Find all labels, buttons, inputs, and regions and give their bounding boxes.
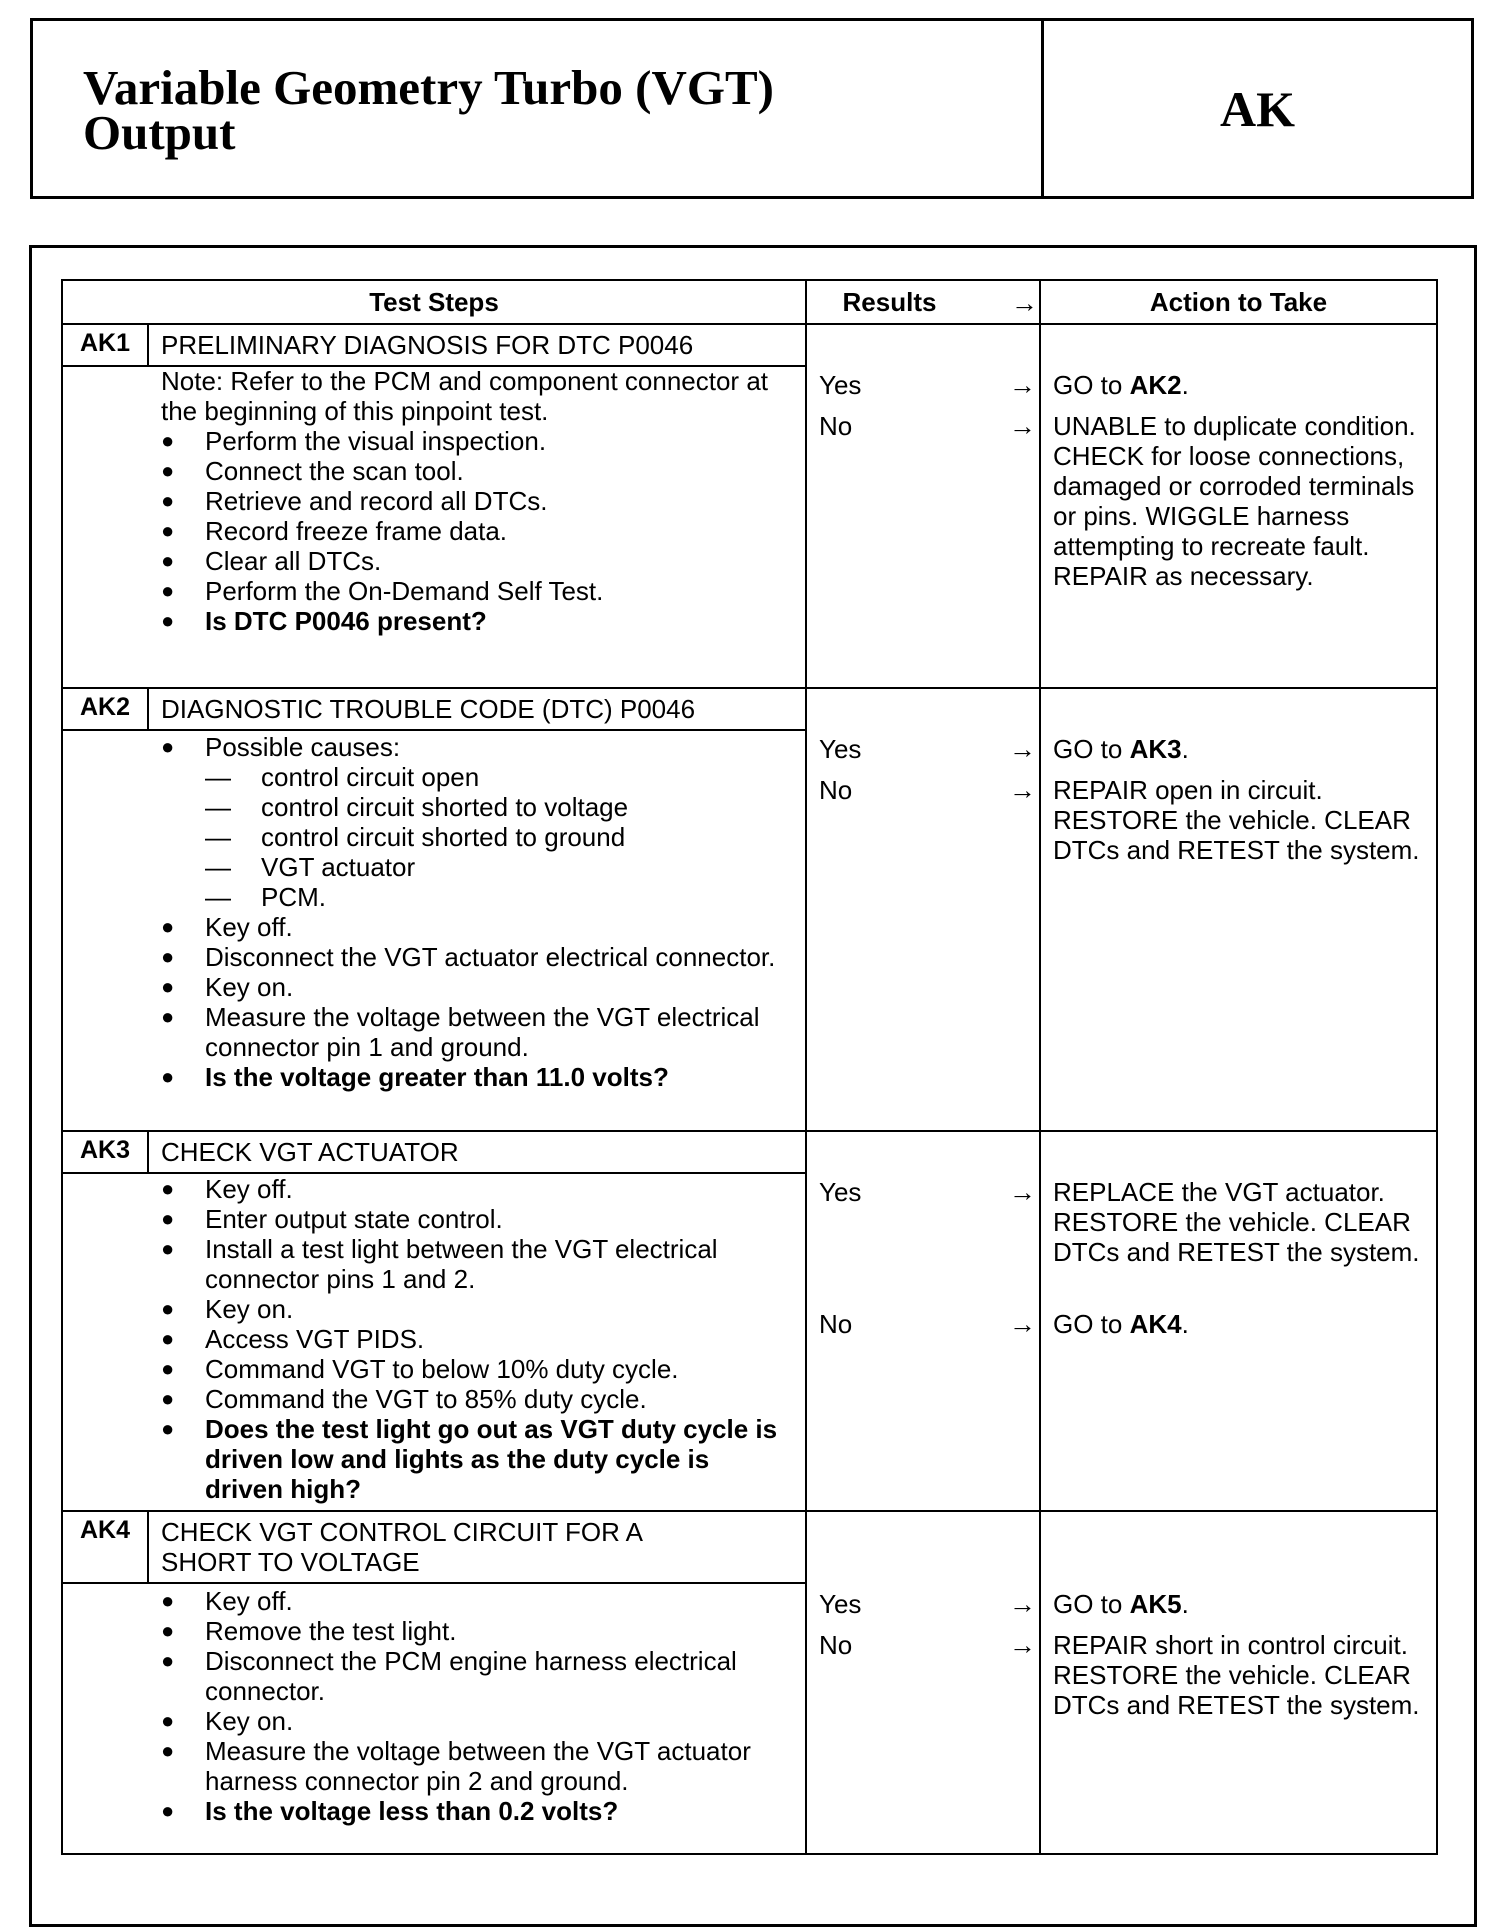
bullet-icon: ●	[161, 1064, 175, 1089]
page-title-line2: Output	[83, 105, 236, 160]
result-no: No	[819, 1630, 853, 1660]
bullet-icon: ●	[161, 1326, 175, 1351]
step-title: CHECK VGT CONTROL CIRCUIT FOR A SHORT TO VOLTAGE	[161, 1517, 644, 1577]
list-item: ● Clear all DTCs.	[161, 546, 382, 576]
bullet-icon: ●	[161, 1176, 175, 1201]
bullet-icon: ●	[161, 974, 175, 999]
page-title	[83, 60, 774, 160]
list-item: ● Command the VGT to 85% duty cycle.	[161, 1384, 647, 1414]
result-arrow: →	[1009, 734, 1036, 764]
bullet-icon: ●	[161, 608, 175, 633]
list-item: ● Measure the voltage between the VGT actuator harness connector pin 2 and ground.	[161, 1736, 751, 1796]
result-arrow: →	[1009, 1589, 1036, 1619]
step-id: AK1	[79, 329, 130, 357]
list-item: ● Disconnect the PCM engine harness electrical connector.	[161, 1646, 737, 1706]
result-yes: Yes	[819, 734, 862, 764]
bullet-icon: ●	[161, 1296, 175, 1321]
bullet-icon: ●	[161, 1588, 175, 1613]
ak4-id-divider	[147, 1510, 149, 1582]
result-arrow: →	[1009, 775, 1036, 805]
list-item: ● Access VGT PIDS.	[161, 1324, 425, 1354]
action-no: REPAIR short in control circuit. RESTORE the vehicle. CLEAR DTCs and RETEST the system.	[1053, 1630, 1420, 1720]
bullet-icon: ●	[161, 578, 175, 603]
ak2-id-divider	[147, 687, 149, 729]
page-title-line1: Variable Geometry Turbo (VGT)	[83, 60, 774, 115]
header-divider	[63, 323, 1436, 325]
section-code: AK	[1220, 80, 1295, 137]
action-yes: GO to AK2.	[1053, 370, 1189, 400]
action-no: GO to AK4.	[1053, 1309, 1189, 1339]
bullet-icon: ●	[161, 1004, 175, 1029]
result-no: No	[819, 411, 853, 441]
column-header-action: Action to Take	[1149, 286, 1328, 317]
action-yes: REPLACE the VGT actuator. RESTORE the vehicle. CLEAR DTCs and RETEST the system.	[1053, 1177, 1420, 1267]
list-item: ● Command VGT to below 10% duty cycle.	[161, 1354, 679, 1384]
action-yes: GO to AK3.	[1053, 734, 1189, 764]
step-question: ● Is the voltage less than 0.2 volts?	[161, 1796, 619, 1826]
result-arrow: →	[1009, 1630, 1036, 1660]
step-body-ak2	[161, 732, 791, 1092]
bullet-icon: ●	[161, 518, 175, 543]
list-item: ● Measure the voltage between the VGT electrical connector pin 1 and ground.	[161, 1002, 760, 1062]
ak1-id-divider	[147, 323, 149, 365]
action-column-line	[1039, 281, 1041, 1853]
row-divider-ak3	[63, 1130, 1436, 1132]
title-block	[30, 18, 1474, 199]
list-item: ● Record freeze frame data.	[161, 516, 508, 546]
list-item: ● Key off.	[161, 1174, 293, 1204]
result-arrow: →	[1009, 1177, 1036, 1207]
bullet-icon: ●	[161, 548, 175, 573]
result-no: No	[819, 1309, 853, 1339]
dash-icon: —	[205, 882, 231, 912]
dash-icon: —	[205, 762, 231, 792]
list-item: ● Perform the On-Demand Self Test.	[161, 576, 604, 606]
result-yes: Yes	[819, 1589, 862, 1619]
step-id: AK2	[79, 693, 130, 721]
list-item: ● Connect the scan tool.	[161, 456, 464, 486]
list-item: ● Key on.	[161, 1706, 294, 1736]
step-question: ● Does the test light go out as VGT duty cycle is driven low and lights as the duty cycle is driven high?	[161, 1414, 778, 1504]
bullet-icon: ●	[161, 1416, 175, 1441]
action-no: REPAIR open in circuit. RESTORE the vehicle. CLEAR DTCs and RETEST the system.	[1053, 775, 1420, 865]
step-title: PRELIMINARY DIAGNOSIS FOR DTC P0046	[161, 330, 694, 360]
step-question: ● Is DTC P0046 present?	[161, 606, 487, 636]
step-body-ak1	[161, 366, 791, 636]
action-no: UNABLE to duplicate condition. CHECK for loose connections, damaged or corroded terminals or pins. WIGGLE harness attempting to recreate fault. REPAIR as necessary.	[1053, 411, 1416, 591]
step-title: CHECK VGT ACTUATOR	[161, 1137, 459, 1167]
pinpoint-test-table	[61, 279, 1438, 1855]
step-title: DIAGNOSTIC TROUBLE CODE (DTC) P0046	[161, 694, 696, 724]
step-id: AK3	[79, 1136, 130, 1164]
dash-icon: —	[205, 852, 231, 882]
list-item: ● Install a test light between the VGT electrical connector pins 1 and 2.	[161, 1234, 718, 1294]
cause-item: — control circuit shorted to ground	[205, 822, 626, 852]
cause-item: — control circuit shorted to voltage	[205, 792, 629, 822]
ak2-title-underline	[63, 729, 805, 731]
list-item: ● Key on.	[161, 972, 294, 1002]
action-yes: GO to AK5.	[1053, 1589, 1189, 1619]
result-arrow: →	[1009, 370, 1036, 400]
list-item: ● Perform the visual inspection.	[161, 426, 547, 456]
bullet-icon: ●	[161, 944, 175, 969]
dash-icon: —	[205, 792, 231, 822]
step-id: AK4	[79, 1516, 130, 1544]
step-question: ● Is the voltage greater than 11.0 volts?	[161, 1062, 669, 1092]
column-header-test-steps: Test Steps	[369, 286, 499, 317]
header-arrow: →	[1011, 288, 1038, 318]
bullet-icon: ●	[161, 1738, 175, 1763]
step-reference: AK3	[1129, 734, 1182, 764]
ak4-title-underline	[63, 1582, 805, 1584]
list-item: ● Retrieve and record all DTCs.	[161, 486, 548, 516]
bullet-icon: ●	[161, 1236, 175, 1261]
bullet-icon: ●	[161, 458, 175, 483]
bullet-icon: ●	[161, 1648, 175, 1673]
bullet-icon: ●	[161, 1708, 175, 1733]
list-item: ● Enter output state control.	[161, 1204, 503, 1234]
bullet-icon: ●	[161, 734, 175, 759]
bullet-icon: ●	[161, 1798, 175, 1823]
result-no: No	[819, 775, 853, 805]
bullet-icon: ●	[161, 1356, 175, 1381]
step-body-ak3	[161, 1174, 791, 1504]
bullet-icon: ●	[161, 1206, 175, 1231]
row-divider-ak2	[63, 687, 1436, 689]
bullet-icon: ●	[161, 914, 175, 939]
result-yes: Yes	[819, 370, 862, 400]
results-column-line	[805, 281, 807, 1853]
cause-item: — PCM.	[205, 882, 326, 912]
row-divider-ak4	[63, 1510, 1436, 1512]
list-item: ● Key off.	[161, 912, 293, 942]
bullet-icon: ●	[161, 488, 175, 513]
step-reference: AK4	[1129, 1309, 1182, 1339]
result-yes: Yes	[819, 1177, 862, 1207]
ak3-id-divider	[147, 1130, 149, 1172]
step-body-ak4	[161, 1586, 791, 1826]
step-reference: AK5	[1129, 1589, 1182, 1619]
result-arrow: →	[1009, 411, 1036, 441]
list-item: ● Remove the test light.	[161, 1616, 457, 1646]
list-item: ● Disconnect the VGT actuator electrical connector.	[161, 942, 776, 972]
bullet-icon: ●	[161, 1386, 175, 1411]
step-reference: AK2	[1129, 370, 1182, 400]
bullet-icon: ●	[161, 1618, 175, 1643]
list-item: ● Possible causes:	[161, 732, 401, 762]
cause-item: — VGT actuator	[205, 852, 416, 882]
cause-item: — control circuit open	[205, 762, 480, 792]
column-header-results: Results	[842, 286, 937, 317]
bullet-icon: ●	[161, 428, 175, 453]
list-item: ● Key on.	[161, 1294, 294, 1324]
list-item: ● Key off.	[161, 1586, 293, 1616]
dash-icon: —	[205, 822, 231, 852]
step-note: Note: Refer to the PCM and component connector at the beginning of this pinpoint test.	[161, 366, 769, 426]
result-arrow: →	[1009, 1309, 1036, 1339]
